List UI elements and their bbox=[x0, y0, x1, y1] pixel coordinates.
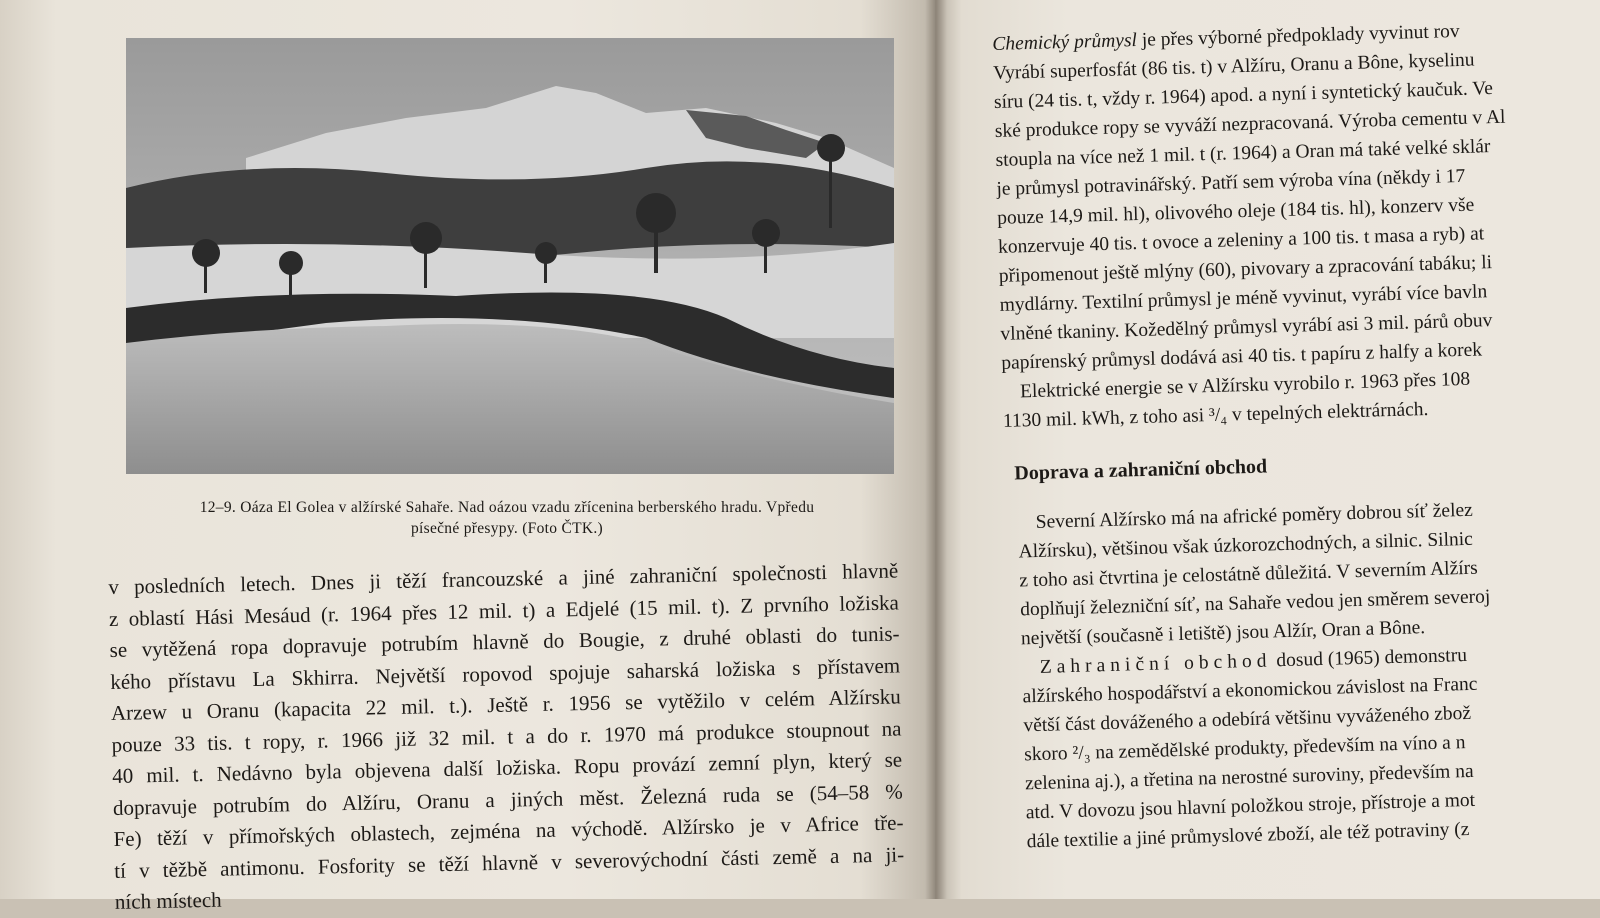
text-line: Alžírsku), většinou však úzkorozchodných, a silnic. Silnic bbox=[1018, 528, 1474, 563]
text-line: skoro ²/₃ na zemědělské produkty, především na víno a n bbox=[1023, 732, 1466, 766]
caption-line: písečné přesypy. (Foto ČTK.) bbox=[410, 520, 604, 537]
text-line: 1130 mil. kWh, z toho asi ³/₄ v tepelných elektrárnách. bbox=[1002, 398, 1429, 432]
text-line: zelenina aj.), a třetina na nerostné suroviny, především na bbox=[1024, 760, 1474, 795]
text-line: Fe) těží v přímořských oblastech, zejména na východě. Alžírsko je v Africe tře- bbox=[113, 810, 904, 851]
figure-caption bbox=[112, 497, 902, 539]
left-page-text bbox=[108, 555, 915, 918]
text-line: vlněné tkaniny. Kožedělný průmysl vyrábí asi 3 mil. párů obuv bbox=[1000, 310, 1493, 345]
spaced-term: Zahraniční obchod bbox=[1039, 650, 1272, 678]
oasis-photo bbox=[126, 38, 894, 474]
right-page-text bbox=[992, 13, 1600, 857]
text-span: je přes výborné předpoklady vyvinut rov bbox=[1136, 20, 1460, 51]
text-line: tí v těžbě antimonu. Fosfority se těží hlavně v severovýchodní části země a na ji- bbox=[114, 841, 905, 883]
text-line: mydlárny. Textilní průmysl je méně vyvinut, vyrábí více bavln bbox=[999, 281, 1488, 316]
text-line: z toho asi čtvrtina je celostátně důležitá. V severním Alžírs bbox=[1019, 557, 1478, 592]
text-line: kého přístavu La Skhirra. Největší ropovod spojuje saharská ložiska s přístavem bbox=[110, 652, 901, 694]
text-line: se vytěžená ropa dopravuje potrubím hlavně do Bougie, z druhé oblasti do tunis- bbox=[109, 621, 900, 662]
text-line: Elektrické energie se v Alžírsku vyrobilo r. 1963 přes 108 bbox=[1019, 368, 1471, 403]
text-line: pouze 33 tis. t ropy, r. 1966 již 32 mil. t a do r. 1970 má produkce stoupnout na bbox=[111, 715, 902, 757]
text-line: dopravuje potrubím do Alžíru, Oranu a jiných měst. Železná ruda se (54–58 % bbox=[112, 778, 904, 820]
text-line: alžírského hospodářství a ekonomickou závislost na Franc bbox=[1022, 673, 1478, 708]
text-line: pouze 14,9 mil. hl), olivového oleje (184 tis. hl), konzerv vše bbox=[996, 194, 1475, 229]
text-line: v posledních letech. Dnes ji těží francouzské a jiné zahraniční společnosti hlavně bbox=[108, 558, 899, 599]
text-span: dosud (1965) demonstru bbox=[1271, 644, 1468, 672]
text-line: síru (24 tis. t, vždy r. 1964) apod. a nyní i syntetický kaučuk. Ve bbox=[993, 78, 1494, 113]
text-line: dále textilie a jiné průmyslové zboží, ale též potraviny (z bbox=[1026, 818, 1470, 853]
section-heading: Doprava a zahraniční obchod bbox=[1014, 455, 1268, 485]
text-line: 40 mil. t. Nedávno byla objevena další ložiska. Ropu provází zemní plyn, který se bbox=[112, 747, 903, 788]
oasis-photo-illustration bbox=[126, 38, 894, 474]
text-line: Arzew u Oranu (kapacita 22 mil. t.). Ještě r. 1956 se vytěžilo v celém Alžírsku bbox=[110, 684, 902, 725]
text-line: stoupla na více než 1 mil. t (r. 1964) a Oran má také velké sklár bbox=[995, 136, 1491, 171]
italic-term: Chemický průmysl bbox=[992, 29, 1138, 55]
text-line: ních místech bbox=[114, 887, 222, 914]
text-line: je průmysl potravinářský. Patří sem výroba vína (někdy i 17 bbox=[996, 165, 1466, 200]
text-line: Severní Alžírsko má na africké poměry dobrou síť želez bbox=[1035, 499, 1474, 533]
text-line: atd. V dovozu jsou hlavní položkou stroje, přístroje a mot bbox=[1025, 789, 1476, 824]
text-line: doplňují železniční síť, na Sahaře vedou jen směrem severoj bbox=[1019, 586, 1491, 621]
text-line: ské produkce ropy se vyváží nezpracovaná. Výroba cementu v Al bbox=[994, 106, 1506, 142]
caption-line: 12–9. Oáza El Golea v alžírské Sahaře. Nad oázou vzadu zřícenina berberského hradu. Vpředu bbox=[199, 499, 815, 516]
transport-paragraph bbox=[1017, 492, 1600, 857]
text-line: větší část dováženého a odebírá většinu vyváženého zbož bbox=[1023, 702, 1472, 737]
text-line: největší (současně i letiště) jsou Alžír, Oran a Bône. bbox=[1020, 617, 1426, 650]
text-line: konzervuje 40 tis. t ovoce a zeleniny a 100 tis. t masa a ryb) at bbox=[997, 223, 1485, 258]
text-line: Vyrábí superfosfát (86 tis. t) v Alžíru, Oranu a Bône, kyselinu bbox=[992, 49, 1475, 84]
book-gutter bbox=[925, 0, 947, 899]
text-line: papírenský průmysl dodává asi 40 tis. t papíru z halfy a korek bbox=[1001, 339, 1483, 374]
text-line: připomenout ještě mlýny (60), pivovary a zpracování tabáku; li bbox=[998, 252, 1493, 287]
text-line: z oblastí Hási Mesáud (r. 1964 přes 12 mil. t) a Edjelé (15 mil. t). Z prvního ložiska bbox=[108, 589, 900, 631]
